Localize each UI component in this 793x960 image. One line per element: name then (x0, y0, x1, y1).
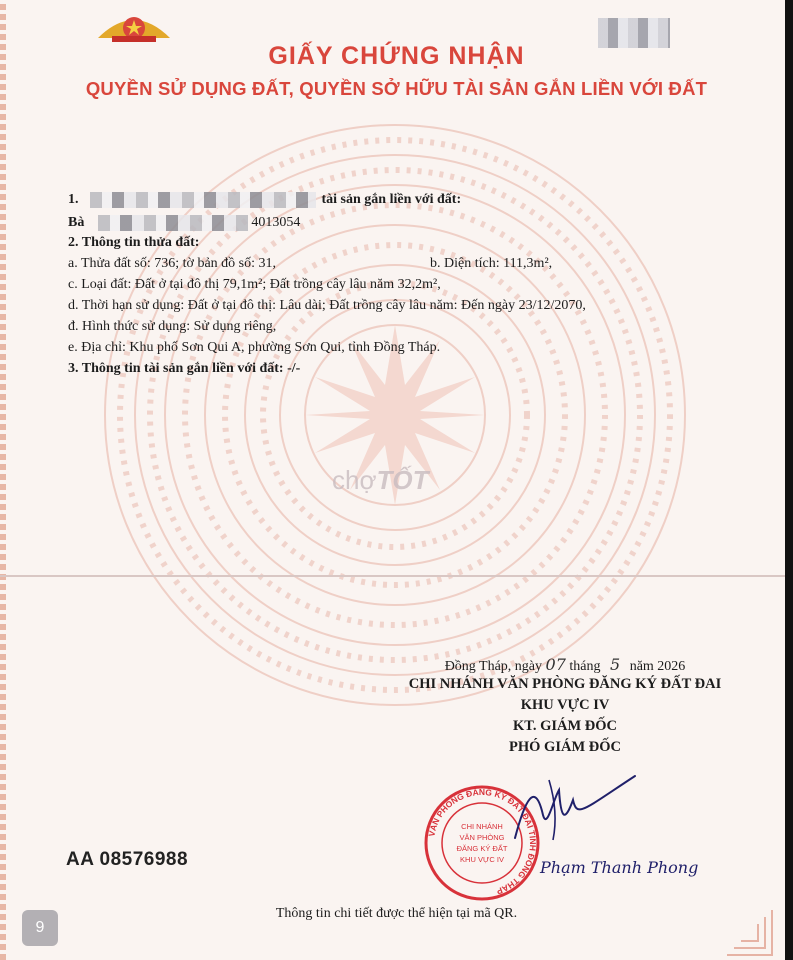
date-month-label: tháng (569, 659, 601, 674)
decorative-border (0, 0, 6, 960)
owner-id-tail: 4013054 (251, 215, 301, 230)
fold-line (0, 575, 785, 577)
date-place: Đồng Tháp, ngày (444, 659, 543, 674)
redacted-owner (98, 215, 248, 231)
qr-info-note: Thông tin chi tiết được thể hiện tại mã QR. (275, 906, 518, 921)
stamp-center-line-4: KHU VỰC IV (460, 855, 504, 864)
handwritten-signature (495, 760, 655, 850)
page-counter-badge[interactable]: 9 (22, 910, 58, 946)
section1-number: 1. (68, 192, 79, 207)
parcel-number: a. Thửa đất số: 736; tờ bản đồ số: 31, (68, 256, 276, 271)
certificate-serial: AA 08576988 (66, 849, 189, 870)
stamp-center-line-2: VĂN PHÒNG (459, 833, 505, 842)
owner-prefix: Bà (68, 215, 85, 230)
parcel-area: b. Diện tích: 111,3m², (430, 256, 553, 271)
national-emblem-icon (94, 8, 174, 44)
signer-role-2: PHÓ GIÁM ĐỐC (509, 739, 621, 755)
address: e. Địa chỉ: Khu phố Sơn Qui A, phường Sơn Qui, tỉnh Đồng Tháp. (68, 340, 441, 355)
usage-form: đ. Hình thức sử dụng: Sử dụng riêng, (68, 319, 277, 334)
redacted-text (90, 192, 316, 208)
issue-date (375, 655, 755, 675)
date-day: 07 (545, 655, 566, 674)
certificate-subtitle: QUYỀN SỬ DỤNG ĐẤT, QUYỀN SỞ HỮU TÀI SẢN GẮN LIỀN VỚI ĐẤT (85, 78, 708, 99)
signer-role-1: KT. GIÁM ĐỐC (512, 718, 618, 734)
corner-ornament (722, 900, 777, 960)
land-type: c. Loại đất: Đất ở tại đô thị 79,1m²; Đất trồng cây lâu năm 32,2m², (68, 277, 441, 292)
owner-line (68, 214, 300, 232)
section1-heading-tail: tài sản gắn liền với đất: (321, 192, 462, 207)
issuing-region: KHU VỰC IV (520, 697, 610, 713)
section2-heading: 2. Thông tin thửa đất: (68, 235, 200, 250)
date-month: 5 (610, 655, 621, 674)
signer-name: Phạm Thanh Phong (540, 858, 699, 877)
stamp-center-line-3: ĐĂNG KÝ ĐẤT (456, 844, 508, 853)
chotot-watermark-b: TỐT (376, 465, 429, 495)
usage-term: d. Thời hạn sử dụng: Đất ở tại đô thị: Lâu dài; Đất trồng cây lâu năm: Đến ngày 23/12/2070, (68, 298, 586, 313)
issuing-office: CHI NHÁNH VĂN PHÒNG ĐĂNG KÝ ĐẤT ĐAI (408, 676, 722, 692)
certificate-title: GIẤY CHỨNG NHẬN (268, 42, 525, 70)
stamp-outer-text: VĂN PHÒNG ĐĂNG KÝ ĐẤT ĐAI TỈNH ĐỒNG THÁP (426, 786, 539, 897)
chotot-watermark (332, 465, 429, 496)
stamp-center-line-1: CHI NHÁNH (461, 822, 503, 831)
date-year: năm 2026 (629, 659, 686, 674)
chotot-watermark-a: chợ (332, 465, 377, 495)
section3-heading: 3. Thông tin tài sản gắn liền với đất: -/- (68, 361, 301, 376)
section1-line (68, 191, 461, 209)
